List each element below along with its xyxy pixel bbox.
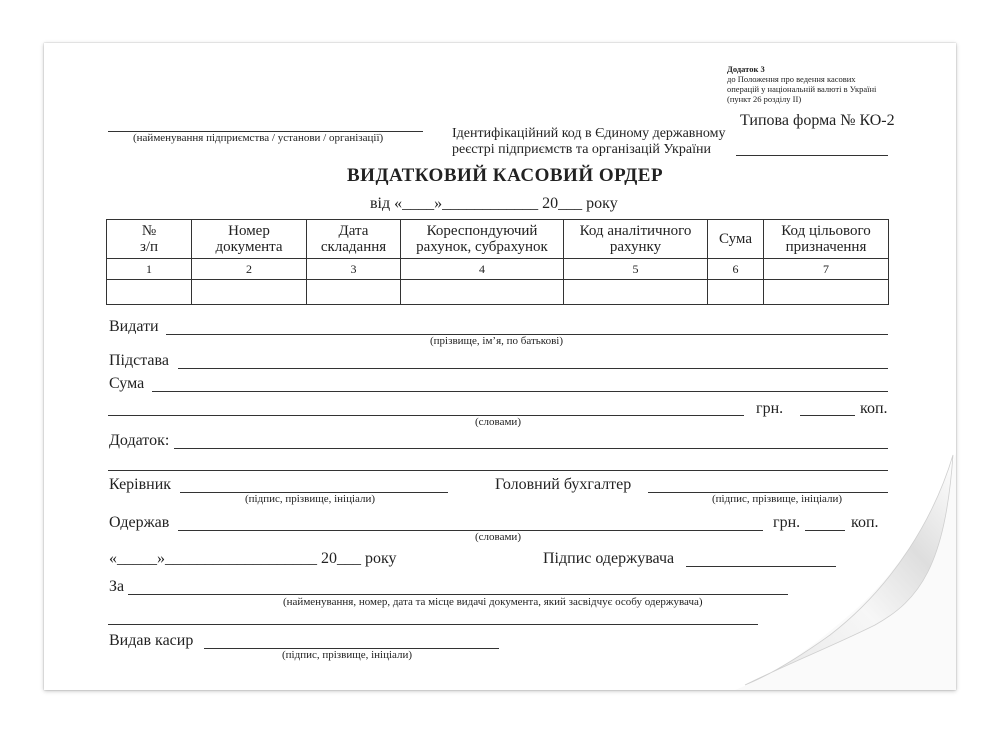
table-cell[interactable] (708, 280, 764, 305)
slovamy2-caption: (словами) (475, 531, 521, 543)
receive-date[interactable]: «_____»___________________ 20___ року (109, 550, 397, 567)
za-caption: (найменування, номер, дата та місце видачі документа, який засвідчує особу одержувача) (283, 596, 703, 608)
appendix-line: операцій у національній валюті в Україні (727, 84, 877, 94)
header-cell: Номер документа (192, 220, 307, 259)
form-type-label: Типова форма № КО-2 (740, 112, 895, 129)
form-type-line (736, 155, 888, 156)
kop2-label: коп. (851, 514, 879, 531)
receiver-signature-label: Підпис одержувача (543, 550, 675, 567)
cashier-caption: (підпис, прізвище, ініціали) (282, 649, 413, 661)
oderzhav-line[interactable] (178, 530, 763, 531)
za-line[interactable] (128, 594, 788, 595)
header-cell: Код аналітичного рахунку (564, 220, 708, 259)
header-cell: Код цільового призначення (764, 220, 889, 259)
kerivnyk-label: Керівник (109, 476, 172, 493)
order-table (106, 219, 889, 305)
page-curl-icon (735, 445, 965, 705)
table-cell[interactable] (307, 280, 401, 305)
order-date[interactable]: від «____»____________ 20___ року (370, 195, 618, 212)
header-cell: Кореспондуючий рахунок, субрахунок (401, 220, 564, 259)
column-number: 4 (401, 259, 564, 280)
grn-label: грн. (756, 400, 784, 417)
table-cell[interactable] (107, 280, 192, 305)
table-cell[interactable] (564, 280, 708, 305)
chief-accountant-caption: (підпис, прізвище, ініціали) (712, 493, 843, 505)
suma-line[interactable] (152, 391, 888, 392)
vydaty-label: Видати (109, 318, 159, 335)
header-cell: Дата складання (307, 220, 401, 259)
page-title: ВИДАТКОВИЙ КАСОВИЙ ОРДЕР (347, 165, 664, 186)
id-code-label: Ідентифікаційний код в Єдиному державному (452, 126, 726, 141)
appendix-heading: Додаток 3 (727, 64, 765, 74)
kop-label: коп. (860, 400, 888, 417)
suma-label: Сума (109, 375, 145, 392)
table-cell[interactable] (764, 280, 889, 305)
table-cell[interactable] (192, 280, 307, 305)
column-number: 6 (708, 259, 764, 280)
pidstava-line[interactable] (178, 368, 888, 369)
appendix-line: до Положення про ведення касових (727, 74, 856, 84)
vydaty-caption: (прізвище, ім’я, по батькові) (430, 335, 563, 347)
suma-words-line[interactable] (108, 415, 744, 416)
kop-line[interactable] (800, 415, 855, 416)
slovamy-caption: (словами) (475, 416, 521, 428)
column-number: 3 (307, 259, 401, 280)
column-number: 7 (764, 259, 889, 280)
oderzhav-label: Одержав (109, 514, 170, 531)
id-code-label: реєстрі підприємств та організацій України (452, 142, 711, 157)
grn2-label: грн. (773, 514, 801, 531)
table-cell[interactable] (401, 280, 564, 305)
kerivnyk-caption: (підпис, прізвище, ініціали) (245, 493, 376, 505)
organization-caption: (найменування підприємства / установи / організації) (133, 132, 384, 144)
header-cell: Сума (708, 220, 764, 259)
cashier-label: Видав касир (109, 632, 194, 649)
za-label: За (109, 578, 125, 595)
column-number: 1 (107, 259, 192, 280)
chief-accountant-label: Головний бухгалтер (495, 476, 632, 493)
column-number: 2 (192, 259, 307, 280)
za-line-2[interactable] (108, 624, 758, 625)
dodatok-label: Додаток: (109, 432, 170, 449)
appendix-line: (пункт 26 розділу ІІ) (727, 94, 802, 104)
column-number: 5 (564, 259, 708, 280)
pidstava-label: Підстава (109, 352, 169, 369)
header-cell: № з/п (107, 220, 192, 259)
